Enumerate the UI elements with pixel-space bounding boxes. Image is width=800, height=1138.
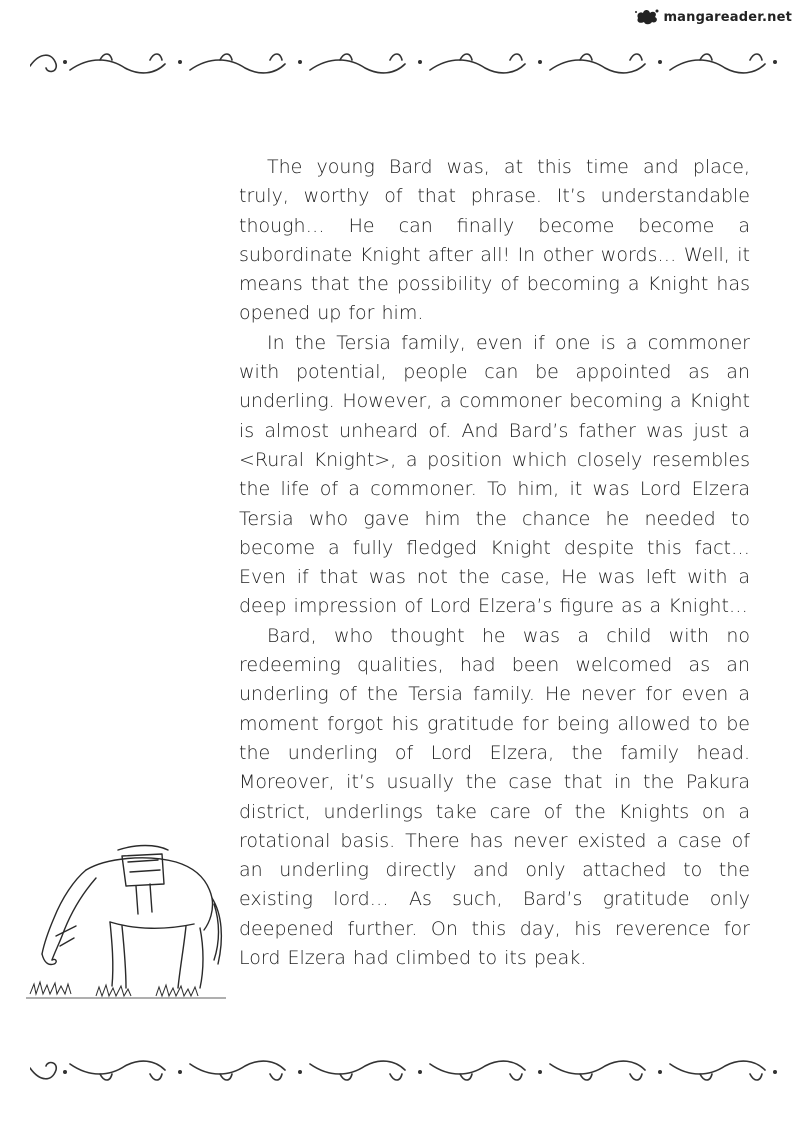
ink-splat-icon — [634, 8, 660, 26]
grazing-horse-illustration — [26, 818, 226, 1002]
paragraph-1: The young Bard was, at this time and place, truly, worthy of that phrase. It’s understandable though… He can finally become become a subordinate Knight after all! In other words… Well, it means that the possibility of becoming a Knight has opened up for him. — [239, 156, 750, 325]
watermark — [634, 8, 792, 26]
watermark-text: mangareader.net — [663, 9, 792, 25]
paragraph-2: In the Tersia family, even if one is a commoner with potential, people can be appointed as an underling. However, a commoner becoming a Knight is almost unheard of. And Bard’s father was just a <Rural Knight>, a position which closely resembles the life of a commoner. To him, it was Lord Elzera Tersia who gave him the chance he needed to become a fully fledged Knight despite this fact… Even if that was not the case, He was left with a deep impression of Lord Elzera’s figure as a Knight… — [239, 331, 750, 618]
flourish-border-bottom — [30, 1050, 780, 1090]
body-text — [239, 153, 750, 973]
flourish-border-top — [30, 44, 780, 84]
paragraph-3: Bard, who thought he was a child with no redeeming qualities, had been welcomed as an underling of the Tersia family. He never for even a moment forgot his gratitude for being allowed to be the underling of Lord Elzera, the family head. Moreover, it’s usually the case that in the Pakura district, underlings take care of the Knights on a rotational basis. There has never existed a case of an underling directly and only attached to the existing lord… As such, Bard’s gratitude only deepened further. On this day, his reverence for Lord Elzera had climbed to its peak. — [239, 624, 750, 970]
